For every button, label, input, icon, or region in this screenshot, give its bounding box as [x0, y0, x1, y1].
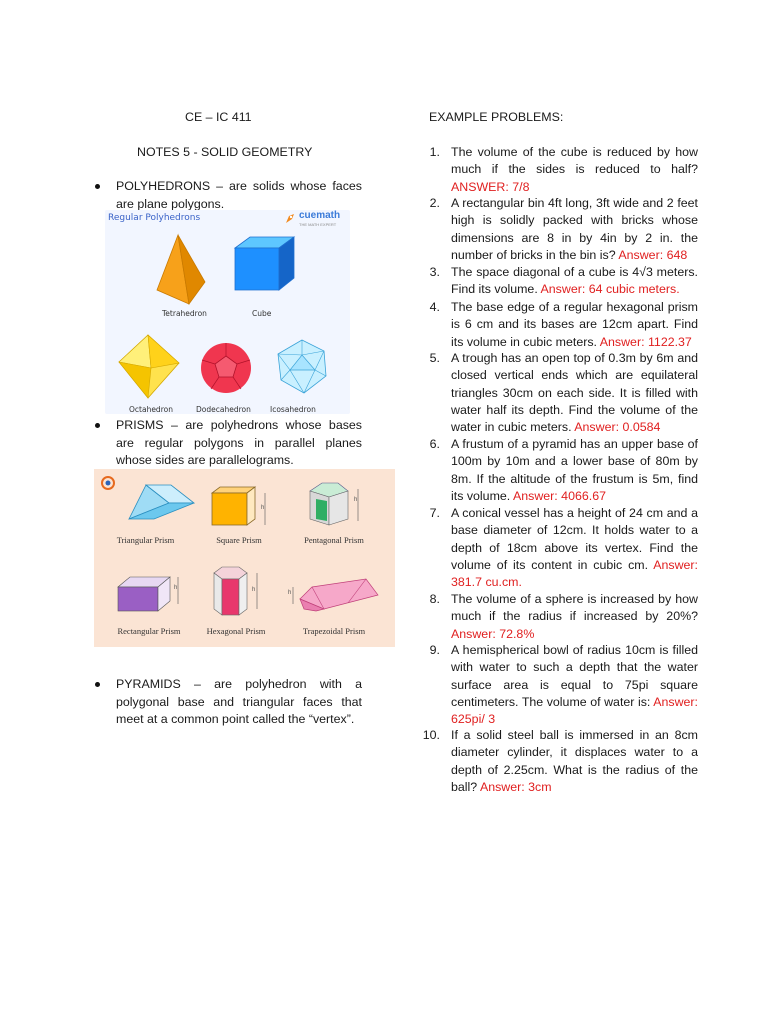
prisms-figure — [94, 469, 395, 647]
problem-item — [451, 264, 698, 299]
height-label: h — [288, 590, 292, 596]
problem-text: A rectangular bin 4ft long, 3ft wide and 2 feet high is solidly packed with bricks whose dimensions are 8 in by 4in by 2 in. the number of bricks in the bin is? — [451, 196, 698, 262]
problem-answer: Answer: 381.7 cu.cm. — [451, 557, 698, 590]
notes-title: NOTES 5 - SOLID GEOMETRY — [137, 145, 313, 159]
problem-item — [451, 642, 698, 728]
triangular-prism-shape — [129, 485, 194, 519]
problem-answer: Answer: 64 cubic meters. — [540, 282, 680, 297]
octahedron-shape — [119, 335, 179, 398]
icosahedron-shape — [278, 340, 326, 393]
figure-title: Regular Polyhedrons — [108, 213, 201, 223]
problem-item — [451, 727, 698, 796]
problem-text: If a solid steel ball is immersed in an 8cm diameter cylinder, it displaces water to a depth of 2.25cm. What is the radius of the ball? — [451, 728, 698, 794]
problem-text: The space diagonal of a cube is 4√3 meters. Find its volume. — [451, 265, 698, 297]
problem-text: The base edge of a regular hexagonal prism is 6 cm and its bases are 12cm apart. Find its volume in cubic meters. — [451, 300, 698, 349]
problem-answer: Answer: 3cm — [479, 779, 552, 794]
problem-item — [451, 436, 698, 505]
problem-number: 1. — [429, 145, 440, 159]
bullet-dot — [95, 423, 100, 428]
problem-item — [451, 299, 698, 351]
problem-number: 8. — [429, 592, 440, 606]
problem-text: The volume of the cube is reduced by how much if the sides is reduced to half? — [451, 145, 698, 177]
problem-item — [451, 505, 698, 591]
problem-item — [451, 591, 698, 643]
problem-answer: Answer: 4066.67 — [512, 488, 606, 503]
problem-text: The volume of a sphere is increased by how much if the radius if increased by 20%? — [451, 592, 698, 624]
problem-text: A trough has an open top of 0.3m by 6m and closed vertical ends which are equilateral triangles 30cm on each side. It is filled with water half its depth. Find the volume of the water in cubic meters. — [451, 351, 698, 435]
trapezoidal-prism-shape — [293, 579, 378, 611]
problem-number: 6. — [429, 437, 440, 451]
problem-number: 5. — [429, 351, 440, 365]
problem-number: 3. — [429, 265, 440, 279]
course-code: CE – IC 411 — [185, 110, 252, 124]
problem-text: A frustum of a pyramid has an upper base of 100m by 10m and a lower base of 80m by 8m. If the altitude of the frustum is 5m, find its volume. — [451, 437, 698, 503]
problem-number: 10. — [422, 728, 440, 742]
height-label: h — [354, 497, 358, 503]
problem-number: 9. — [429, 643, 440, 657]
note-prisms: PRISMS – are polyhedrons whose bases are regular polygons in parallel planes whose sides are parallelograms. — [116, 418, 362, 467]
label-square-prism: Square Prism — [216, 535, 262, 545]
problem-number: 7. — [429, 506, 440, 520]
problem-answer: Answer: 72.8% — [451, 626, 535, 641]
problem-answer: Answer: 648 — [618, 247, 688, 262]
examples-title: EXAMPLE PROBLEMS: — [429, 110, 564, 124]
brand-name: cuemath — [299, 210, 341, 221]
height-label: h — [252, 587, 256, 593]
problem-answer: Answer: 1122.37 — [599, 334, 692, 349]
label-octahedron: Octahedron — [129, 405, 173, 414]
bullet-dot — [95, 682, 100, 687]
problem-number: 2. — [429, 196, 440, 210]
height-label: h — [174, 585, 178, 591]
label-cube: Cube — [252, 309, 272, 318]
problem-answer: Answer: 0.0584 — [574, 420, 661, 435]
square-prism-shape — [212, 487, 265, 525]
label-rectangular-prism: Rectangular Prism — [117, 626, 181, 636]
problem-text: A conical vessel has a height of 24 cm and a base diameter of 12cm. It holds water to a depth of 18cm above its vertex. Find the volume of its content in cubic cm. — [451, 506, 698, 572]
pentagonal-prism-shape — [310, 483, 358, 525]
tetrahedron-shape — [157, 235, 205, 304]
rectangular-prism-shape — [118, 577, 178, 611]
problem-answer: ANSWER: 7/8 — [451, 179, 530, 194]
problem-item — [451, 195, 698, 264]
problem-text: A hemispherical bowl of radius 10cm is filled with water to such a depth that the water surface area is equal to 75pi square centimeters. The volume of water is: — [451, 643, 698, 709]
problem-item — [451, 144, 698, 196]
label-icosahedron: Icosahedron — [270, 405, 316, 414]
problem-answer: Answer: 625pi/ 3 — [451, 694, 698, 727]
dodecahedron-shape — [201, 343, 251, 393]
polyhedra-figure — [105, 210, 350, 414]
hexagonal-prism-shape — [214, 567, 257, 615]
label-tetrahedron: Tetrahedron — [162, 309, 207, 318]
height-label: h — [261, 505, 265, 511]
bullet-dot — [95, 184, 100, 189]
cube-shape — [235, 237, 294, 290]
brand-tagline: THE MATH EXPERT — [299, 222, 337, 227]
note-pyramids: PYRAMIDS – are polyhedron with a polygonal base and triangular faces that meet at a common point called the “vertex”. — [116, 677, 362, 726]
label-pentagonal-prism: Pentagonal Prism — [304, 535, 364, 545]
polyhedra-drawings — [105, 210, 350, 414]
problem-item — [451, 350, 698, 436]
note-polyhedrons: POLYHEDRONS – are solids whose faces are plane polygons. — [116, 179, 362, 211]
prism-drawings — [94, 469, 395, 647]
label-trapezoidal-prism: Trapezoidal Prism — [302, 626, 366, 636]
label-dodecahedron: Dodecahedron — [196, 405, 251, 414]
label-hexagonal-prism: Hexagonal Prism — [206, 626, 266, 636]
problem-number: 4. — [429, 300, 440, 314]
label-triangular-prism: Triangular Prism — [116, 535, 175, 545]
